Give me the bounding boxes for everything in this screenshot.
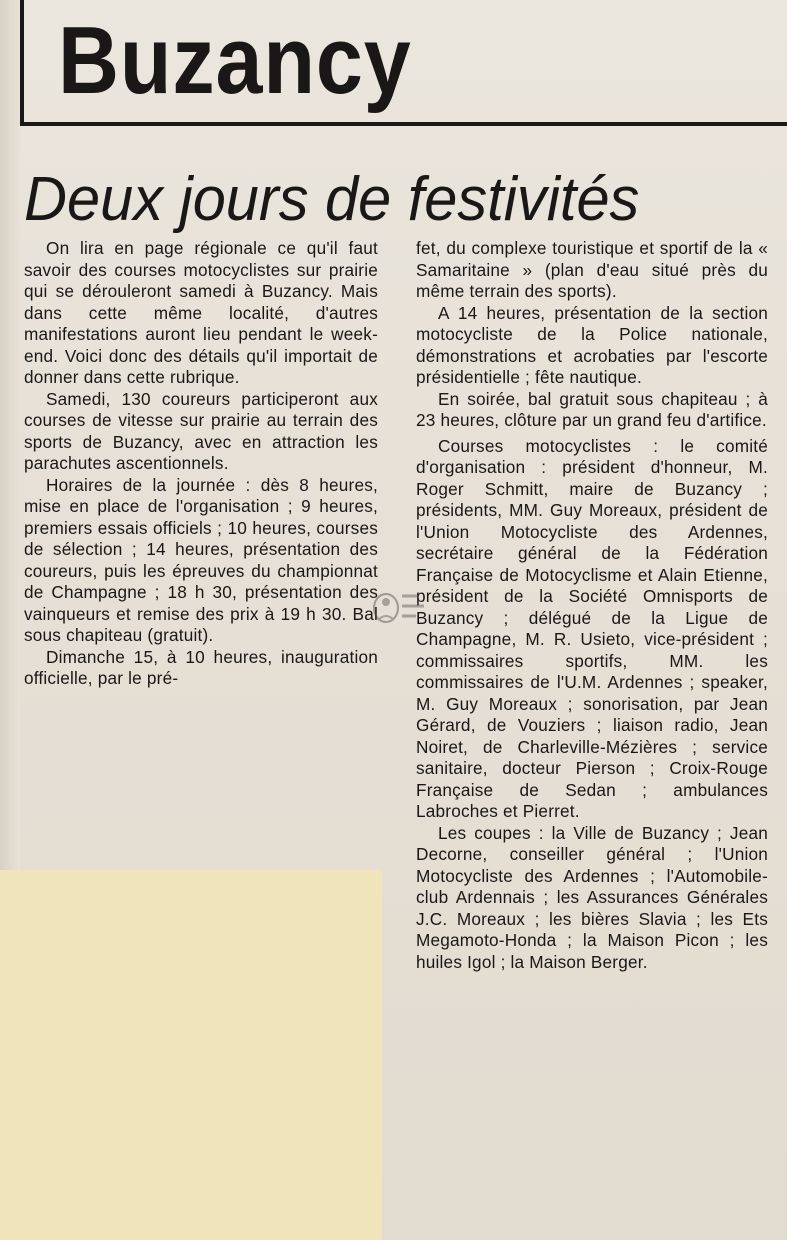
library-seal-icon <box>368 582 430 634</box>
paragraph: On lira en page régionale ce qu'il faut savoir des courses motocyclistes sur prairie qui se dérouleront samedi à Buzancy. Mais dans cette même localité, d'autres manifestations auront lieu pendant le week-end. Voici donc des détails qu'il importait de donner dans cette rubrique. <box>24 238 378 387</box>
paragraph: A 14 heures, présentation de la section motocycliste de la Police nationale, démonstrations et acrobaties par l'escorte présidentielle ; fête nautique. <box>416 302 768 387</box>
blank-patch <box>0 870 382 1240</box>
paragraph: Dimanche 15, à 10 heures, inauguration officielle, par le pré- <box>24 646 378 688</box>
paragraph-continued: fet, du complexe touristique et sportif de la « Samaritaine » (plan d'eau situé près du même terrain des sports). <box>416 238 768 301</box>
article-headline: Deux jours de festivités <box>24 165 640 234</box>
paragraph: En soirée, bal gratuit sous chapiteau ; à 23 heures, clôture par un grand feu d'artifice. <box>416 388 768 430</box>
paragraph: Courses motocyclistes : le comité d'organisation : président d'honneur, M. Roger Schmitt, maire de Buzancy ; présidents, MM. Guy Moreaux, président de l'Union Motocycliste des Ardennes, secrétaire général de la Fédération Française de Motocyclisme et Alain Etienne, président de la Société Omnisports de Buzancy ; délégué de la Ligue de Champagne, M. R. Usieto, vice-président ; commissaires sportifs, MM. les commissaires de l'U.M. Ardennes ; speaker, M. Guy Moreaux ; sonorisation, par Jean Gérard, de Vouziers ; liaison radio, Jean Noiret, de Charleville-Mézières ; service sanitaire, docteur Pierson ; Croix-Rouge Française de Sedan ; ambulances Labroches et Pierret. <box>416 435 768 821</box>
section-title: Buzancy <box>58 7 412 114</box>
page-edge <box>0 0 20 870</box>
article-column-right <box>416 238 768 1228</box>
paragraph: Les coupes : la Ville de Buzancy ; Jean Decorne, conseiller général ; l'Union Motocycliste des Ardennes ; l'Automobile-club Ardennais ; les Assurances Générales J.C. Moreaux ; les bières Slavia ; les Ets Megamoto-Honda ; la Maison Picon ; les huiles Igol ; la Maison Berger. <box>416 822 768 972</box>
article-column-left <box>24 238 378 868</box>
paragraph: Samedi, 130 coureurs participeront aux courses de vitesse sur prairie au terrain des sports de Buzancy, avec en attraction les parachutes ascentionnels. <box>24 388 378 473</box>
paragraph: Horaires de la journée : dès 8 heures, mise en place de l'organisation ; 9 heures, premiers essais officiels ; 10 heures, courses de sélection ; 14 heures, présentation des coureurs, puis les épreuves du championnat de Champagne ; 18 h 30, présentation des vainqueurs et remise des prix à 19 h 30. Bal sous chapiteau (gratuit). <box>24 474 378 645</box>
